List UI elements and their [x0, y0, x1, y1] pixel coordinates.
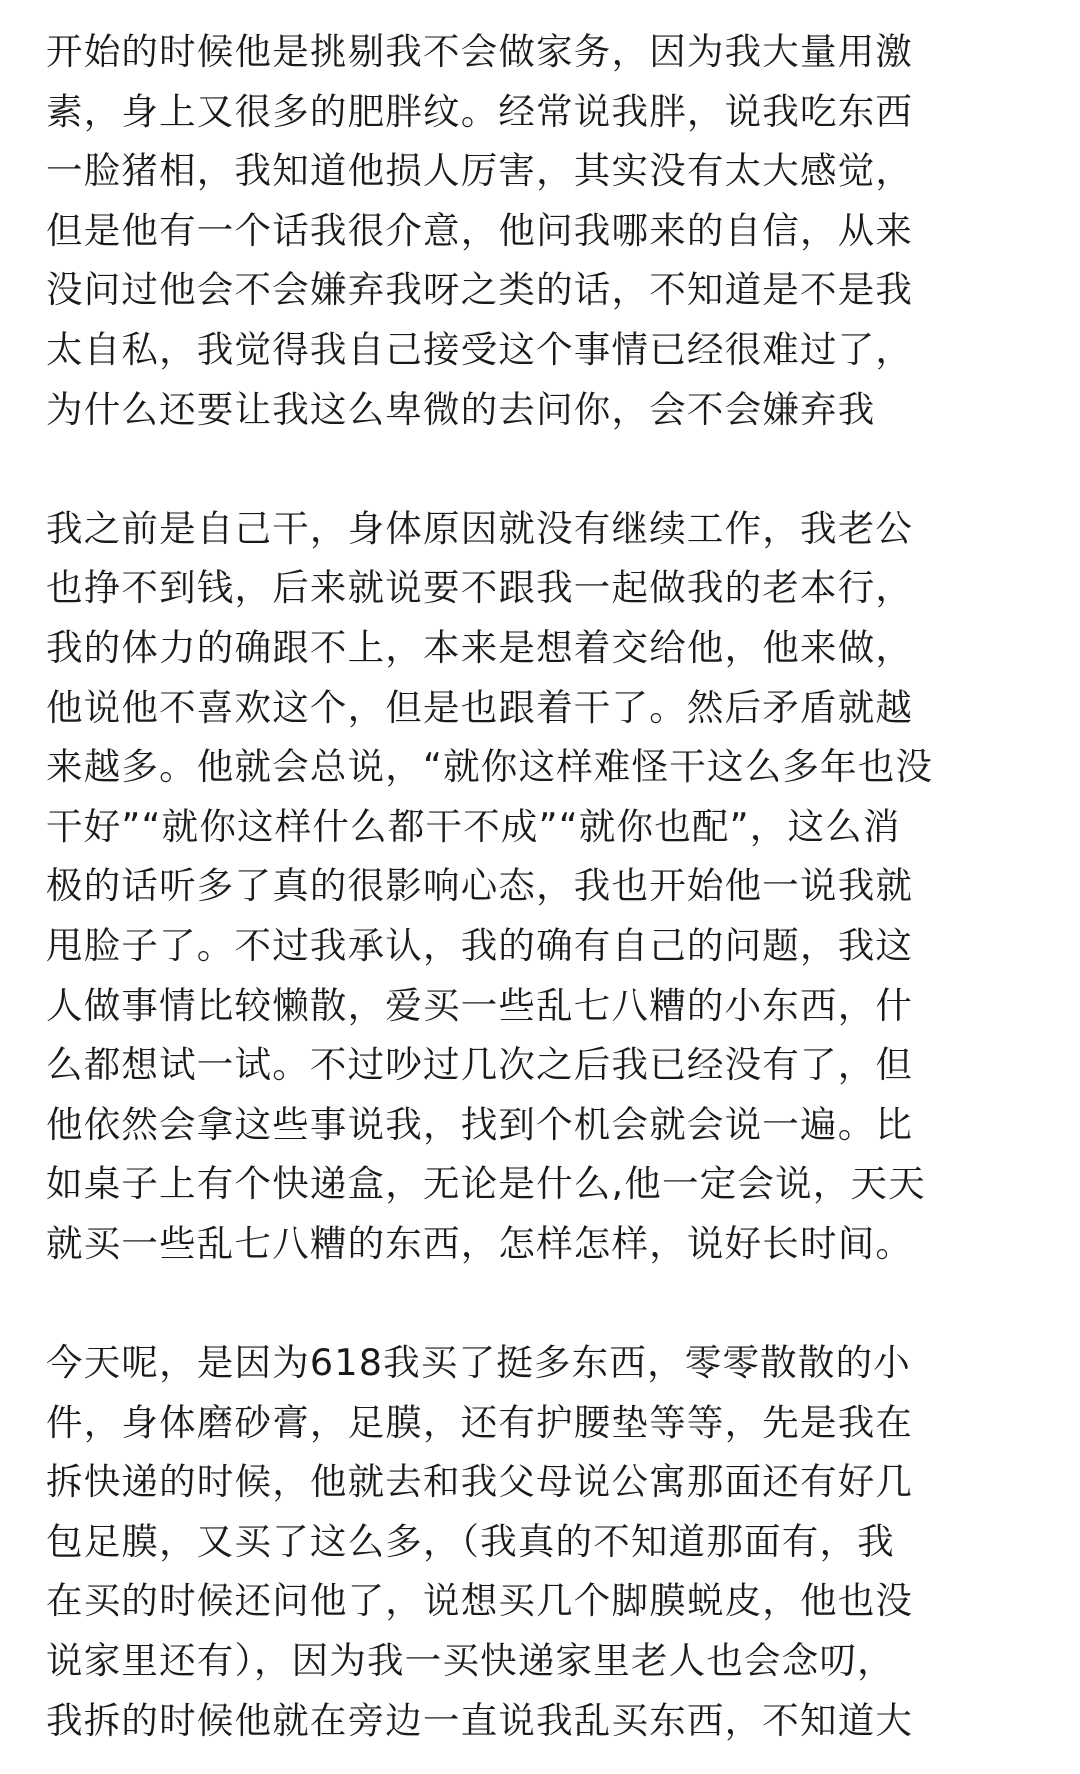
text-line: 甩脸子了。不过我承认，我的确有自己的问题，我这 [46, 923, 914, 967]
text-line: 他说他不喜欢这个，但是也跟着干了。然后矛盾就越 [46, 685, 914, 729]
text-line: 他依然会拿这些事说我，找到个机会就会说一遍。比 [46, 1102, 914, 1146]
text-line: 就买一些乱七八糟的东西，怎样怎样，说好长时间。 [46, 1221, 914, 1265]
text-line: 人做事情比较懒散，爱买一些乱七八糟的小东西，什 [46, 983, 914, 1027]
text-line: 一脸猪相，我知道他损人厉害，其实没有太大感觉， [46, 149, 914, 193]
text-line: 如桌子上有个快递盒，无论是什么,他一定会说，天天 [46, 1162, 926, 1206]
text-line: 来越多。他就会总说，“就你这样难怪干这么多年也没 [46, 745, 934, 789]
text-line: 但是他有一个话我很介意，他问我哪来的自信，从来 [46, 208, 914, 252]
paragraph-1 [46, 22, 1036, 439]
text-line: 在买的时候还问他了，说想买几个脚膜蜕皮，他也没 [46, 1579, 914, 1623]
text-line: 我之前是自己干，身体原因就没有继续工作，我老公 [46, 506, 914, 550]
text-line: 干好”“就你这样什么都干不成”“就你也配”，这么消 [46, 804, 901, 848]
text-line: 我拆的时候他就在旁边一直说我乱买东西，不知道大 [46, 1698, 914, 1742]
paragraph-3 [46, 1333, 1036, 1750]
text-line: 为什么还要让我这么卑微的去问你，会不会嫌弃我 [46, 387, 876, 431]
text-line: 开始的时候他是挑剔我不会做家务，因为我大量用激 [46, 30, 914, 73]
paragraph-gap [46, 1273, 1036, 1333]
text-line: 我的体力的确跟不上，本来是想着交给他，他来做， [46, 625, 914, 669]
post-body [46, 22, 1036, 1750]
text-line: 么都想试一试。不过吵过几次之后我已经没有了，但 [46, 1043, 914, 1087]
text-line: 没问过他会不会嫌弃我呀之类的话，不知道是不是我 [46, 268, 914, 312]
paragraph-gap [46, 439, 1036, 499]
text-line: 极的话听多了真的很影响心态，我也开始他一说我就 [46, 864, 914, 908]
text-line: 说家里还有），因为我一买快递家里老人也会念叨， [46, 1639, 895, 1683]
text-line: 今天呢，是因为618我买了挺多东西，零零散散的小 [46, 1341, 911, 1385]
text-line: 太自私，我觉得我自己接受这个事情已经很难过了， [46, 327, 914, 371]
text-line: 素，身上又很多的肥胖纹。经常说我胖，说我吃东西 [46, 89, 914, 133]
text-line: 件，身体磨砂膏，足膜，还有护腰垫等等，先是我在 [46, 1400, 914, 1444]
text-line: 包足膜，又买了这么多，（我真的不知道那面有，我 [46, 1519, 895, 1563]
text-line: 也挣不到钱，后来就说要不跟我一起做我的老本行， [46, 566, 914, 610]
text-line: 拆快递的时候，他就去和我父母说公寓那面还有好几 [46, 1460, 914, 1504]
paragraph-2 [46, 499, 1036, 1274]
